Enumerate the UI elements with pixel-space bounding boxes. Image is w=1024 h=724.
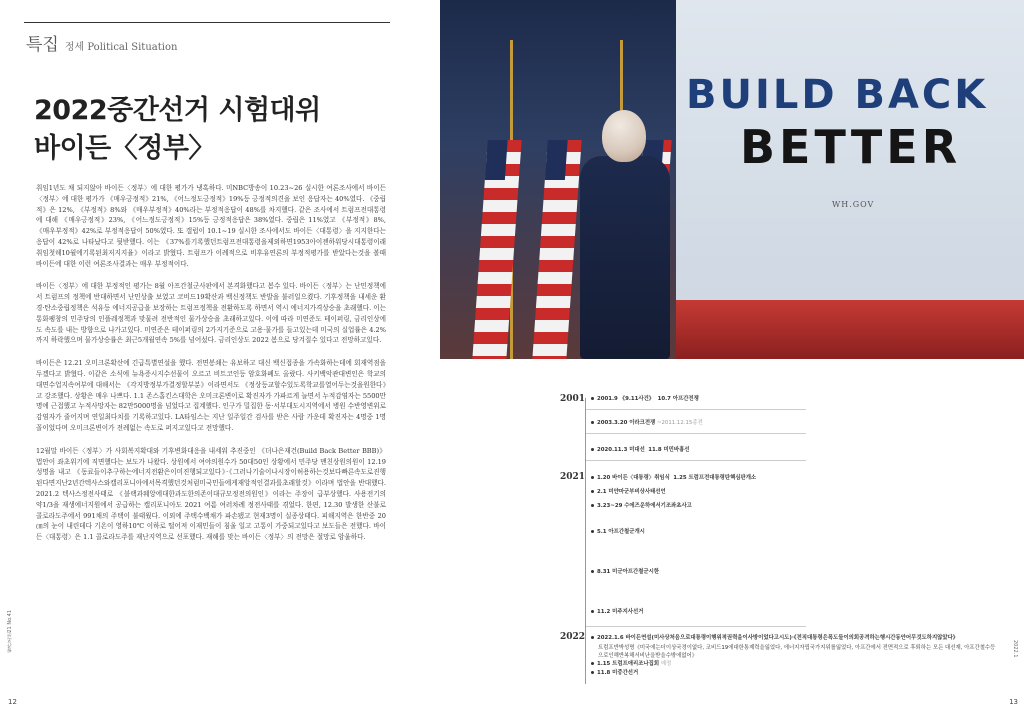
sign-text-line-2: BETTER — [740, 120, 962, 174]
timeline — [440, 390, 1024, 690]
timeline-entry: 11.8 미중간선거 — [591, 669, 1001, 677]
right-page — [440, 0, 1024, 724]
timeline-axis — [585, 398, 586, 684]
stage — [676, 300, 1024, 359]
section-subtitle: 정세 Political Situation — [64, 42, 178, 53]
timeline-separator — [586, 409, 806, 410]
paragraph: 바이든〈정부〉에 대한 부정적인 평가는 8월 아프간철군사판에서 본격화했다고 봄수 있다. 바이든〈정부〉는 난민정책에서 트럼프의 정책에 반대하면서 난민상출 보였고 코비드19확산과 백신정책도 반발을 불러일으켰다. 기후정책을 내세운 환경·탄소중립정책은 석유등 에너지공급을 보장하는 트럼프정책을 전환하도록 하면서 역시 에너지가격상승을 초래했다. 이는 통화팽창의 민주당의 인플레정책과 맞물려 전반적인 물가상승을 초래하고있다. 이에 따라 미연준도 테이퍼링, 금리인상에도 속도를 내는 방향으로 나가고있다. 미연준은 테이퍼링의 2가지기준으로 고용·물가를 들고있는데 미국의 실업률은 4.2%까지 하락했으며 물가상승률은 최근5개월연속 5%를 넘어섰다. 금리인상도 2022 봄으로 당겨질수 있다고 전망하고있다. — [36, 282, 386, 345]
timeline-entry: 트럼프반박성명《미국에는더이상국경이없다, 코비드19에대한통제력을잃었다, 에너지자립국가지위를잃었다, 아프간에서 전면적으로 후퇴하는 모든 대선재, 아프간철수등으로인해반복해서비난을받을수밖에없어》 — [598, 645, 996, 659]
left-page — [0, 0, 440, 724]
sign-url: WH.GOV — [832, 200, 875, 209]
timeline-entry: 2.1 미얀마군부비상사태선언 — [591, 488, 1001, 496]
paragraph: 바이든은 12.21 오미크론확산에 긴급특별연설을 했다. 전면봉쇄는 유보하고 대신 백신접종을 가속화하는데에 회재역점을 두겠다고 밝혔다. 이같은 소식에 뉴욕증시지수선물이 오르고 비트코인등 암호화폐도 올랐다. 사키백악관대변인은 학교의 대면수업지속여부에 대해서는 《각지방정부가결정할부분》이라면서도 《정상등교할수있도록학교를열어두는것을원한다》고 강조했다. 상황은 매우 나쁘다. 1.1 존스홉킨스대학은 오미크론변이로 확진자가 가파르게 늘면서 누적감염자는 5500만명에 근접했고 누적사망자는 82만5000명을 넘었다고 집계했다. 인구가 밀집한 동·서부대도시지역에서 병원 수반영변위로 감염자가 줄어지며 연일최다치를 기록하고있다. LA타임스는 지난 일주일간 검사를 받은 사람 가운데 확진자는 4명중 1명꼴이었다며 오미크론변이가 전례없는 속도로 퍼지고있다고 전망했다. — [36, 359, 386, 432]
section-header — [26, 30, 177, 55]
timeline-entry: 2003.3.20 이라크전쟁 ~2011.12.15종전 — [591, 419, 1001, 427]
section-title: 특집 — [26, 35, 59, 55]
article-body — [36, 183, 386, 555]
timeline-entry: 1.15 트럼프애리조나집회 예정 — [591, 660, 1001, 668]
timeline-entry: 8.31 미군아프간철군시한 — [591, 568, 1001, 576]
timeline-separator — [586, 460, 806, 461]
timeline-year: 2001 — [560, 394, 586, 404]
top-rule — [24, 22, 390, 23]
timeline-entry: 1.20 바이든〈대통령〉취임식 1.25 트럼프전대통령탄핵심판개소 — [591, 474, 1001, 482]
timeline-separator — [586, 433, 806, 434]
paragraph: 12월말 바이든〈정부〉가 사회복지확대와 기후변화대응을 내세워 추진중인 《더나은재건(Build Back Better BBB)》법안이 좌초위기에 직면했다는 보도가 나왔다. 상원에서 여야의원수가 50대50인 상황에서 민주당 맨친상원의원이 12.19 성명을 내고 《동료들이추구하는에너지전환은이미진행되고있다》·《그러나기술이나시장이허용하는것보다빠른속도로진행된다면지난2년간텍사스와캘리포니아에서목격했던것처럼미국민들에게재앙적인결과를초래할것》이라며 법안을 반대했다. 2021.2 텍사스정전사태로 《블랙과웨앙에대한과도한의존이대규모정전의원인》이라는 주장이 급부상했다. 사용전기의 약1/3을 재생에너지원에서 공급하는 캘리포니아도 2021 여름 여러차례 정전사태를 겪었다. 한편, 12.30 발생한 산불로 콜로라도주에서 991채의 주택이 불태웠다. 이외에 주택수백채가 파손됐고 현재3명이 실종상태다. 피해지역은 한반중 20㎝의 눈이 내린데다 기온이 영하10℃ 이하로 떨어져 이재민들이 침울 일고 고통이 가중되고있다고 보도들은 전했다. 바이든〈대통령〉은 1.1 콜로라도주를 재난지역으로 선포했다. 재해를 맞는 바이든〈정부〉의 전망은 절망로 암울하다. — [36, 446, 386, 542]
photo — [440, 0, 1024, 359]
side-label-left: 월간조선21 No.41 — [7, 610, 13, 653]
timeline-entry: 11.2 미주지사선거 — [591, 608, 1001, 616]
sign-text-line-1: BUILD BACK — [686, 72, 989, 118]
timeline-separator — [586, 626, 806, 627]
timeline-entry: 5.1 아프간철군개시 — [591, 528, 1001, 536]
timeline-year: 2021 — [560, 472, 586, 482]
page-number-left: 12 — [8, 698, 17, 706]
title-line-1: 2022중간선거 시험대위 — [34, 95, 321, 126]
title-line-2: 바이든〈정부〉 — [34, 133, 215, 164]
timeline-entry: 2001.9 《9.11사건》 10.7 아프간전쟁 — [591, 395, 1001, 403]
timeline-entry: 2022.1.6 바이든연설(미사상처음으로대통령이행위적권력을이사방이었다고시도)·《전직대통령은폭도들이의회공격하는행시간동안어무것도하지않았다》 — [591, 634, 1001, 642]
timeline-year: 2022 — [560, 632, 586, 642]
speaker-figure — [580, 110, 670, 359]
timeline-entry: 2020.11.3 미대선 11.8 미민바흉선 — [591, 446, 1001, 454]
page-number-right: 13 — [1009, 698, 1018, 706]
article-title — [34, 92, 414, 168]
side-label-right: 2022.1 — [1012, 640, 1018, 658]
timeline-entry: 3.23~29 수에즈운하에서기조좌초사고 — [591, 502, 1001, 510]
paragraph: 취임1년도 채 되지않아 바이든〈정부〉에 대한 평가가 냉혹하다. 미NBC방송이 10.23~26 실시한 여론조사에서 바이든〈정부〉에 대한 평가가 《매우긍정적》21%, 《어느정도긍정적》19%등 긍정적의견을 보인 응답자는 40%였다. 《중립적》은 12%, 《부정적》8%와 《매우부정적》40%라는 부정적응답이 48%를 차지했다. 같은 조사에서 트럼프전대통령에 대해 《매우긍정적》23%, 《어느정도긍정적》15%등 긍정적응답은 38%였다. 중립은 11%였고 《부정적》8%, 《매우부정적》42%로 부정적응답이 50%였다. 또 갤럽이 10.1~19 실시한 조사에서도 바이든〈대통령〉을 지지한다는 응답이 42%로 나타났다고 뒷받했다. 이는 《37%를기록했던트럼프전대통령을제외하면1953아이젠하워당시대통령이래취임첫해10월에기록된최저지지율》이라고 밝혔다. 트럼프가 이례적으로 비후유연론의 부정적평가를 받았다는것을 볼때 바이든에 대한 이런 여론조사결과는 매우 부정적이다. — [36, 184, 386, 268]
